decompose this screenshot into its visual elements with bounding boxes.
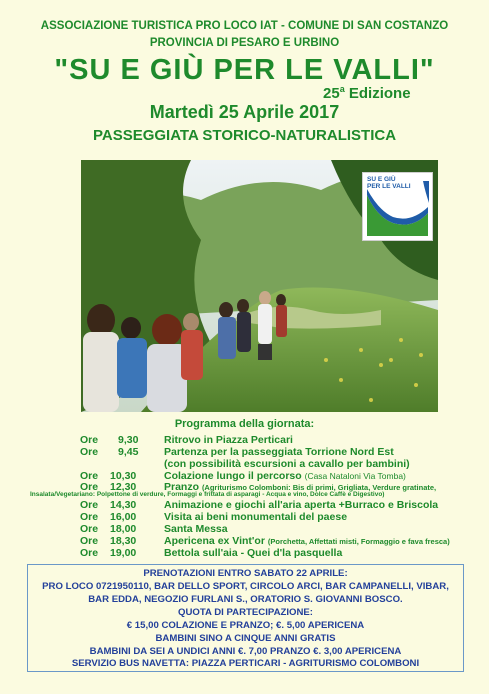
schedule-ore: Ore xyxy=(80,470,99,482)
event-date: Martedì 25 Aprile 2017 xyxy=(149,102,340,122)
fee-title: QUOTA DI PARTECIPAZIONE: xyxy=(177,607,314,618)
logo-swoosh-icon xyxy=(363,173,432,240)
schedule-time: 18,30 xyxy=(110,535,137,547)
schedule-row xyxy=(80,523,480,535)
schedule-text: Colazione lungo il percorso xyxy=(164,470,302,482)
schedule-ore: Ore xyxy=(80,481,99,493)
schedule-text: Pranzo xyxy=(164,481,200,493)
schedule-row xyxy=(80,434,480,446)
booking-places-1: PRO LOCO 0721950110, BAR DELLO SPORT, CIRCOLO ARCI, BAR CAMPANELLI, VIBAR, xyxy=(42,581,449,592)
event-title: "SU E GIÙ PER LE VALLI" xyxy=(54,54,435,86)
schedule-time: 9,45 xyxy=(118,446,139,458)
schedule-ore: Ore xyxy=(80,499,99,511)
schedule-ore: Ore xyxy=(80,434,99,446)
schedule-ore: Ore xyxy=(80,547,99,559)
shuttle-service: SERVIZIO BUS NAVETTA: PIAZZA PERTICARI - AGRITURISMO COLOMBONI xyxy=(71,658,420,669)
schedule-extra-menu: Insalata/Vegetariano: Polpettone di verdure, Formaggi e frittata di asparagi - Acqua e vino, Dolce Caffè e Digestivo) xyxy=(30,491,385,498)
schedule-ore: Ore xyxy=(80,511,99,523)
schedule-time: 10,30 xyxy=(110,470,137,482)
edition-sup: a xyxy=(339,84,345,94)
schedule-note: (Casa Nataloni Via Tomba) xyxy=(304,471,406,481)
schedule-ore: Ore xyxy=(80,535,99,547)
schedule-time: 19,00 xyxy=(110,547,137,559)
province-name: PROVINCIA DI PESARO E URBINO xyxy=(149,37,340,49)
schedule-row xyxy=(80,499,480,511)
edition-text: Edizione xyxy=(344,85,411,102)
logo xyxy=(362,172,433,241)
schedule-note: (Porchetta, Affettati misti, Formaggio e fava fresca) xyxy=(267,537,450,546)
schedule-extra-cavallo: (con possibilità escursioni a cavallo per bambini) xyxy=(164,458,410,470)
schedule-text: Apericena ex Vint'or xyxy=(164,535,265,547)
logo-line-2: PER LE VALLI xyxy=(367,183,411,190)
booking-deadline: PRENOTAZIONI ENTRO SABATO 22 APRILE: xyxy=(143,568,348,579)
schedule-time: 16,00 xyxy=(110,511,137,523)
schedule-note: (Agriturismo Colomboni: Bis di primi, Grigliata, Verdure gratinate, xyxy=(201,483,437,492)
schedule-text: Visita ai beni monumentali del paese xyxy=(164,511,348,523)
schedule-time: 12,30 xyxy=(110,481,137,493)
schedule-text: Bettola sull'aia - Quei d'la pasquella xyxy=(164,547,343,559)
schedule-ore: Ore xyxy=(80,446,99,458)
schedule-time: 9,30 xyxy=(118,434,139,446)
schedule-text: Animazione e giochi all'aria aperta +Burraco e Briscola xyxy=(164,499,439,511)
schedule-time: 18,00 xyxy=(110,523,137,535)
edition-number: 25 xyxy=(323,85,340,102)
fee-children-free: BAMBINI SINO A CINQUE ANNI GRATIS xyxy=(155,633,336,644)
program-title: Programma della giornata: xyxy=(174,418,315,430)
schedule-ore: Ore xyxy=(80,523,99,535)
event-subtitle: PASSEGGIATA STORICO-NATURALISTICA xyxy=(92,127,397,144)
schedule-row xyxy=(80,535,480,547)
schedule-text: Ritrovo in Piazza Perticari xyxy=(164,434,293,446)
booking-places-2: BAR EDDA, NEGOZIO FURLANI S., ORATORIO S. GIOVANNI BOSCO. xyxy=(88,594,403,605)
schedule-row xyxy=(80,547,480,559)
schedule-row xyxy=(80,511,480,523)
schedule-text: Partenza per la passeggiata Torrione Nord Est xyxy=(164,446,394,458)
fee-adult: € 15,00 COLAZIONE E PRANZO; €. 5,00 APERICENA xyxy=(126,620,365,631)
edition-label xyxy=(323,84,411,102)
association-name: ASSOCIAZIONE TURISTICA PRO LOCO IAT - COMUNE DI SAN COSTANZO xyxy=(40,20,449,32)
booking-info-box xyxy=(27,564,464,672)
schedule-time: 14,30 xyxy=(110,499,137,511)
fee-children: BAMBINI DA SEI A UNDICI ANNI €. 7,00 PRANZO €. 3,00 APERICENA xyxy=(89,646,402,657)
schedule-text: Santa Messa xyxy=(164,523,228,535)
logo-line-1: SU E GIÙ xyxy=(367,176,396,183)
schedule-row xyxy=(80,446,480,458)
